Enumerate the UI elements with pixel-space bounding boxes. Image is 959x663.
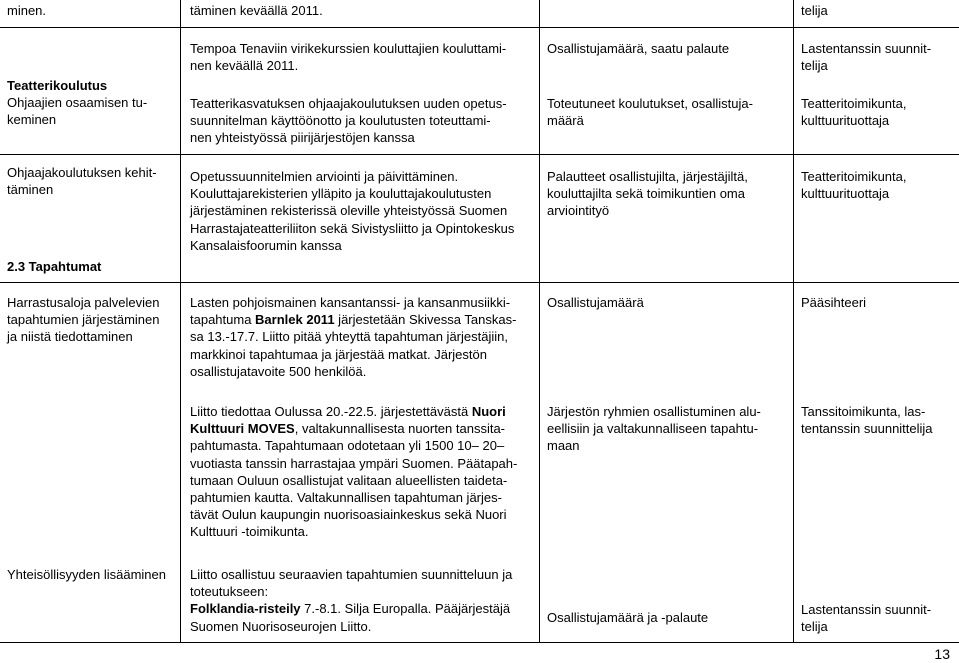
cell-text xyxy=(190,600,512,617)
cell-text: vuotiasta tanssin harrastajaa ympäri Suomen. Päätapah- xyxy=(190,455,518,471)
cell-text: Järjestön ryhmien osallistuminen alu- xyxy=(547,404,761,419)
cell-text: Opetussuunnitelmien arviointi ja päivittäminen. xyxy=(190,169,459,184)
cell-text: järjestäminen rekisterissä oleville yhteistyössä Suomen xyxy=(190,203,508,219)
cell-text: Kansalaisfoorumin kanssa xyxy=(190,237,342,253)
cell-text: telija xyxy=(801,3,828,18)
cell-text: Pääsihteeri xyxy=(801,295,867,310)
cell-text-segment: tapahtuma xyxy=(190,312,256,328)
cell-text: määrä xyxy=(547,113,584,129)
table-cell xyxy=(801,403,933,437)
cell-text: Kulttuuri -toimikunta. xyxy=(190,524,309,540)
cell-text: Osallistujamäärä xyxy=(547,295,644,310)
table-column-divider xyxy=(793,0,794,643)
table-column-divider xyxy=(539,0,540,643)
table-cell xyxy=(190,403,517,541)
cell-text: Liitto osallistuu seuraavien tapahtumien suunnitteluun ja xyxy=(190,567,513,582)
cell-text: maan xyxy=(547,438,580,454)
table-column-divider xyxy=(180,0,181,643)
cell-text: suunnitelman käyttöönotto ja koulutusten toteuttami- xyxy=(190,113,491,129)
cell-text: kulttuurituottaja xyxy=(801,113,890,129)
cell-text: täminen xyxy=(7,182,54,198)
cell-text: tävät Oulun kaupungin nuorisoasiainkeskus sekä Nuori xyxy=(190,507,507,523)
table-cell xyxy=(7,566,166,583)
cell-text: Lasten pohjoismainen kansantanssi- ja kansanmusiikki- xyxy=(190,295,511,310)
cell-text: Teatteritoimikunta, xyxy=(801,169,907,184)
cell-text: toteutukseen: xyxy=(190,584,269,600)
table-cell xyxy=(7,164,157,198)
cell-text: keminen xyxy=(7,112,57,128)
cell-text: pahtumasta. Tapahtumaan odotetaan yli 1500 10– 20– xyxy=(190,438,505,454)
table-cell xyxy=(7,2,46,19)
cell-text xyxy=(190,311,516,328)
cell-text: Tanssitoimikunta, las- xyxy=(801,404,926,419)
cell-text: Lastentanssin suunnit- xyxy=(801,602,932,617)
event-name: Nuori xyxy=(471,404,506,419)
table-cell xyxy=(547,40,729,57)
cell-text: Osallistujamäärä ja -palaute xyxy=(547,610,709,625)
table-cell xyxy=(547,294,644,311)
cell-text-segment: Liitto tiedottaa Oulussa 20.-22.5. järjestettävästä xyxy=(190,404,472,419)
table-cell xyxy=(801,40,931,74)
cell-text: markkinoi tapahtumaa ja järjestää matkat. Järjestön xyxy=(190,346,487,362)
table-row-divider xyxy=(0,642,959,643)
cell-text: nen yhteistyössä piirijärjestöjen kanssa xyxy=(190,130,415,146)
cell-text: kouluttajilta sekä toimikuntien oma xyxy=(547,186,745,202)
cell-text: täminen keväällä 2011. xyxy=(190,3,323,18)
row-heading: Teatterikoulutus xyxy=(7,78,108,93)
cell-text xyxy=(190,403,517,420)
cell-text: nen keväällä 2011. xyxy=(190,58,299,74)
table-row-divider xyxy=(0,154,959,155)
table-cell xyxy=(7,77,147,129)
table-row-divider xyxy=(0,27,959,28)
table-cell xyxy=(801,168,907,202)
table-cell xyxy=(190,294,516,380)
page-number: 13 xyxy=(934,646,950,662)
cell-text: Ohjaajakoulutuksen kehit- xyxy=(7,165,157,180)
cell-text: pahtumien kautta. Valtakunnallisen tapahtuman järjes- xyxy=(190,490,502,506)
cell-text xyxy=(190,420,517,437)
cell-text-segment: , valtakunnallisesta nuorten tanssita- xyxy=(294,421,506,437)
cell-text: kulttuurituottaja xyxy=(801,186,890,202)
table-cell xyxy=(801,294,866,311)
cell-text: tapahtumien järjestäminen xyxy=(7,312,160,328)
cell-text: tumaan Ouluun osallistujat valitaan alueellisten taideta- xyxy=(190,472,508,488)
table-cell xyxy=(547,403,761,455)
cell-text: Lastentanssin suunnit- xyxy=(801,41,932,56)
table-cell xyxy=(547,95,753,129)
table-cell xyxy=(547,609,708,626)
table-row-divider xyxy=(0,282,959,283)
cell-text: Osallistujamäärä, saatu palaute xyxy=(547,41,730,56)
table-cell xyxy=(190,40,506,74)
cell-text: Teatteritoimikunta, xyxy=(801,96,907,111)
table-cell xyxy=(190,168,514,254)
cell-text: Teatterikasvatuksen ohjaajakoulutuksen uuden opetus- xyxy=(190,96,507,111)
table-cell xyxy=(547,168,748,220)
cell-text: Yhteisöllisyyden lisääminen xyxy=(7,567,166,582)
cell-text-segment: 7.-8.1. Silja Europalla. Pääjärjestäjä xyxy=(300,601,511,617)
section-heading xyxy=(7,258,101,275)
cell-text: minen. xyxy=(7,3,47,18)
table-cell xyxy=(190,566,512,635)
cell-text: Harrastusaloja palvelevien xyxy=(7,295,160,310)
cell-text: telija xyxy=(801,58,828,74)
cell-text: Toteutuneet koulutukset, osallistuja- xyxy=(547,96,753,111)
cell-text: osallistujatavoite 500 henkilöä. xyxy=(190,363,367,379)
cell-text: Kouluttajarekisterien ylläpito ja kouluttajakoulutusten xyxy=(190,186,492,202)
cell-text: sa 13.-17.7. Liitto pitää yhteyttä tapahtuman järjestäjiin, xyxy=(190,329,508,345)
cell-text: Harrastajateatteriliiton sekä Sivistysliitto ja Opintokeskus xyxy=(190,220,515,236)
cell-text: telija xyxy=(801,619,828,635)
table-cell xyxy=(190,95,507,147)
table-cell xyxy=(7,294,159,346)
cell-text-segment: järjestetään Skivessa Tanskas- xyxy=(334,312,517,328)
section-heading-text: 2.3 Tapahtumat xyxy=(7,259,102,274)
cell-text: Suomen Nuorisoseurojen Liitto. xyxy=(190,618,372,634)
event-name: Folklandia-risteily xyxy=(190,601,301,617)
event-name: Kulttuuri MOVES xyxy=(190,421,295,437)
table-cell xyxy=(190,2,323,19)
event-name: Barnlek 2011 xyxy=(255,312,335,328)
table-cell xyxy=(801,601,931,635)
cell-text: Palautteet osallistujilta, järjestäjiltä, xyxy=(547,169,748,184)
cell-text: ja niistä tiedottaminen xyxy=(7,329,133,345)
cell-text: arviointityö xyxy=(547,203,610,219)
cell-text: Ohjaajien osaamisen tu- xyxy=(7,95,148,111)
cell-text: Tempoa Tenaviin virikekurssien kouluttajien kouluttami- xyxy=(190,41,507,56)
table-cell xyxy=(801,2,828,19)
cell-text: tentanssin suunnittelija xyxy=(801,421,933,437)
table-cell xyxy=(801,95,907,129)
cell-text: eellisiin ja valtakunnalliseen tapahtu- xyxy=(547,421,759,437)
